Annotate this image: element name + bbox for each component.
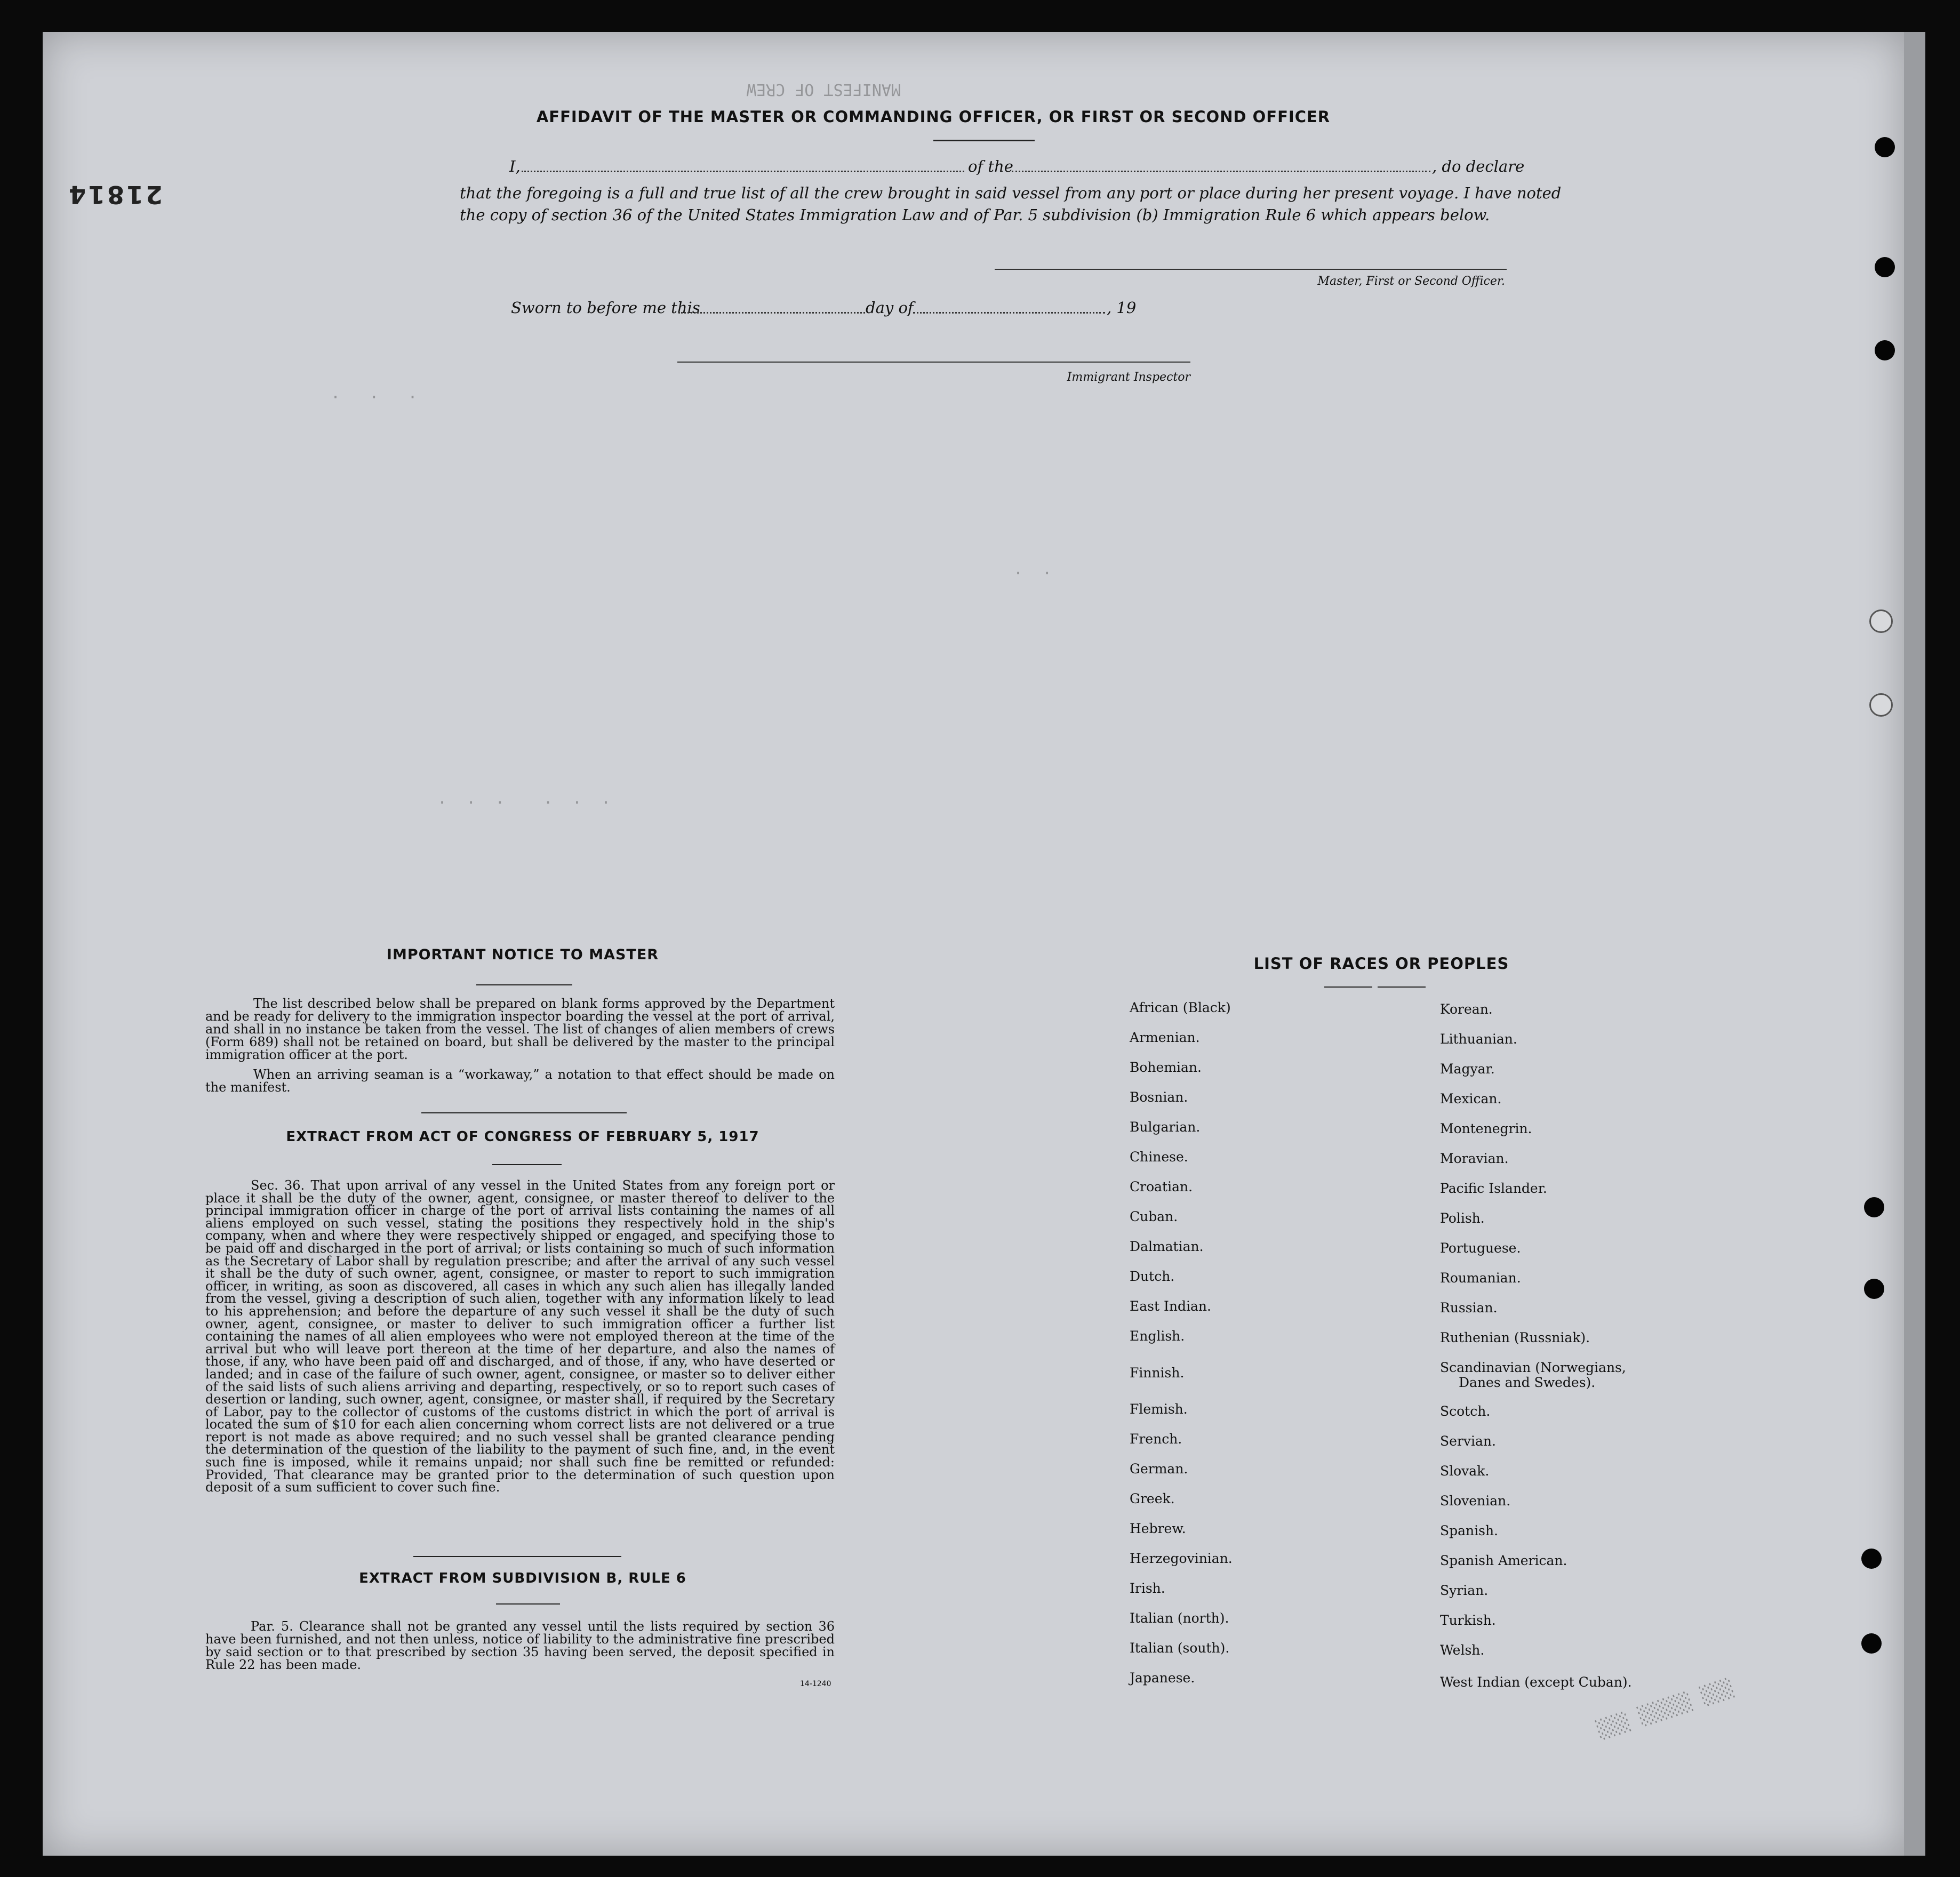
race-item: Montenegrin. <box>1440 1121 1532 1136</box>
race-item: Pacific Islander. <box>1440 1181 1547 1196</box>
notice-title: IMPORTANT NOTICE TO MASTER <box>386 946 659 963</box>
race-item: English. <box>1130 1328 1185 1344</box>
race-item: Italian (north). <box>1130 1610 1229 1626</box>
bleed-through-dots: . . . . . . <box>437 789 611 808</box>
archive-stamp-mark: ░░░ ░░░░░ ░░░ <box>1595 1677 1737 1742</box>
race-item: Finnish. <box>1130 1365 1185 1381</box>
race-item: Chinese. <box>1130 1149 1188 1165</box>
race-item: Slovenian. <box>1440 1493 1511 1509</box>
race-item: Servian. <box>1440 1433 1496 1449</box>
race-item: East Indian. <box>1130 1298 1211 1314</box>
rule-extract-divider <box>496 1603 560 1605</box>
rule-extract-text: Par. 5. Clearance shall not be granted any vessel until the lists required by section 36 have been furnished, and not then unless, notice of liability to the administrative fine prescribed by said section or to that prescribed by section 35 having been served, the deposit specified in Rule 22 has been made. <box>205 1619 835 1672</box>
race-item: African (Black) <box>1130 1000 1231 1015</box>
bleed-through-text: MANIFEST OF CREW <box>747 80 901 99</box>
race-item: Cuban. <box>1130 1209 1178 1224</box>
race-item: Bosnian. <box>1130 1089 1188 1105</box>
race-item: Polish. <box>1440 1210 1485 1226</box>
race-item: Scotch. <box>1440 1403 1491 1419</box>
punch-hole <box>1861 1633 1882 1654</box>
race-item: Dalmatian. <box>1130 1239 1204 1254</box>
race-item: Mexican. <box>1440 1091 1502 1106</box>
race-item: Spanish American. <box>1440 1553 1567 1568</box>
race-item: Moravian. <box>1440 1151 1509 1166</box>
stamped-page-number: 21814 <box>67 180 163 209</box>
race-item: Magyar. <box>1440 1061 1495 1077</box>
notice-paragraph-1: The list described below shall be prepared on blank forms approved by the Department and be ready for delivery to the immigration inspector boarding the vessel at the port of arrival, and shall in no instance be taken from the vessel. The list of changes of alien members of crews (Form 689) shall not be retained on board, but shall be delivered by the master to the principal immigration officer at the port. <box>205 996 835 1062</box>
affidavit-do-declare: , do declare <box>1432 157 1525 175</box>
race-item: Ruthenian (Russniak). <box>1440 1330 1590 1345</box>
race-item: Flemish. <box>1130 1401 1188 1417</box>
master-signature-label: Master, First or Second Officer. <box>1317 275 1505 288</box>
rule-extract-title: EXTRACT FROM SUBDIVISION B, RULE 6 <box>359 1570 686 1586</box>
affidavit-line-2: that the foregoing is a full and true list of all the crew brought in said vessel from any port or place during her present voyage. I have noted <box>460 184 1562 202</box>
inspector-signature-line <box>677 362 1190 363</box>
bleed-through-dots: . . . <box>331 384 418 403</box>
race-item: Russian. <box>1440 1300 1498 1315</box>
race-item: Spanish. <box>1440 1523 1499 1538</box>
affidavit-line-3: the copy of section 36 of the United States Immigration Law and of Par. 5 subdivision (b) Immigration Rule 6 which appears below. <box>460 206 1490 224</box>
race-item: Roumanian. <box>1440 1270 1521 1286</box>
bleed-through-dots: . . <box>1013 560 1052 579</box>
month-blank-line <box>913 312 1105 314</box>
name-blank-line <box>522 171 964 172</box>
races-divider-left <box>1324 986 1372 988</box>
race-item: Greek. <box>1130 1491 1175 1506</box>
inspector-label: Immigrant Inspector <box>1067 371 1190 384</box>
notice-end-divider <box>421 1112 627 1113</box>
race-item: Scandinavian (Norwegians, <box>1440 1360 1626 1375</box>
notice-paragraph-2: When an arriving seaman is a “workaway,” a notation to that effect should be made on the manifest. <box>205 1067 835 1095</box>
race-item: German. <box>1130 1461 1188 1477</box>
punch-hole <box>1864 1279 1884 1299</box>
race-item: Syrian. <box>1440 1583 1489 1598</box>
punch-hole <box>1875 137 1895 157</box>
form-number: 14-1240 <box>800 1680 831 1688</box>
race-item: Turkish. <box>1440 1613 1496 1628</box>
act-extract-text: Sec. 36. That upon arrival of any vessel in the United States from any foreign port or place it shall be the duty of the owner, agent, consignee, or master thereof to deliver to the principal immigration officer in charge of the port of arrival lists containing the names of all aliens employed on such vessel, stating the positions they respectively hold in the ship's company, when and where they were respectively shipped or engaged, and specifying those to be paid off and discharged in the port of arrival; or lists containing so much of such information as the Secretary of Labor shall by regulation prescribe; and after the arrival of any such vessel it shall be the duty of such owner, agent, consignee, or master to report to such immigration officer, in writing, as soon as discovered, all cases in which any such alien has illegally landed from the vessel, giving a description of such alien, together with any information likely to lead to his apprehension; and before the departure of any such vessel it shall be the duty of such owner, agent, consignee, or master to deliver to such immigration officer a further list containing the names of all alien employees who were not employed thereon at the time of the arrival but who will leave port thereon at the time of her departure, and also the names of those, if any, who have been paid off and discharged, and of those, if any, who have deserted or landed; and in case of the failure of such owner, agent, consignee, or master so to deliver either of the said lists of such aliens arriving and departing, respectively, or so to report such cases of desertion or landing, such owner, agent, consignee, or master shall, if required by the Secretary of Labor, pay to the collector of customs of the customs district in which the port of arrival is located the sum of $10 for each alien concerning whom correct lists are not delivered or a true report is not made as above required; and no such vessel shall be granted clearance pending the determination of the question of the liability to the payment of such fine, and, in the event such fine is imposed, while it remains unpaid; nor shall such fine be remitted or refunded: Provided, That clearance may be granted prior to the determination of such question upon deposit of a sum sufficient to cover such fine. <box>205 1178 835 1495</box>
act-extract-end-divider <box>413 1556 621 1557</box>
race-item: Armenian. <box>1130 1030 1200 1045</box>
affidavit-of-the-label: of the <box>968 157 1013 175</box>
affidavit-title: AFFIDAVIT OF THE MASTER OR COMMANDING OFFICER, OR FIRST OR SECOND OFFICER <box>536 108 1331 126</box>
title-divider <box>933 140 1035 141</box>
sworn-year: , 19 <box>1107 299 1137 317</box>
race-item: West Indian (except Cuban). <box>1440 1674 1632 1690</box>
affidavit-i-label: I, <box>509 157 521 175</box>
punch-hole-ring <box>1869 609 1893 633</box>
race-item: Irish. <box>1130 1581 1165 1596</box>
notice-divider <box>476 984 572 985</box>
punch-hole <box>1864 1197 1884 1217</box>
act-extract-divider <box>492 1164 562 1165</box>
sworn-day-of: day of <box>866 299 914 317</box>
races-title: LIST OF RACES OR PEOPLES <box>1253 954 1509 973</box>
race-item: Italian (south). <box>1130 1640 1230 1656</box>
punch-hole-ring <box>1869 693 1893 717</box>
race-item: Korean. <box>1440 1001 1493 1017</box>
punch-hole <box>1875 340 1895 360</box>
race-item: Herzegovinian. <box>1130 1551 1233 1566</box>
race-item: Portuguese. <box>1440 1240 1521 1256</box>
act-extract-title: EXTRACT FROM ACT OF CONGRESS OF FEBRUARY 5, 1917 <box>286 1129 759 1145</box>
race-item: French. <box>1130 1431 1182 1447</box>
race-item: Dutch. <box>1130 1269 1175 1284</box>
master-signature-line <box>995 269 1507 270</box>
punch-hole <box>1875 257 1895 277</box>
punch-hole <box>1861 1549 1882 1569</box>
race-item: Hebrew. <box>1130 1521 1186 1536</box>
race-item: Bohemian. <box>1130 1060 1202 1075</box>
race-item: Croatian. <box>1130 1179 1193 1194</box>
vessel-blank-line <box>1012 171 1430 172</box>
race-item: Lithuanian. <box>1440 1031 1517 1047</box>
sheet-edge <box>1904 32 1925 1856</box>
sworn-prefix: Sworn to before me this <box>511 299 700 317</box>
race-item: Slovak. <box>1440 1463 1490 1479</box>
race-item: Bulgarian. <box>1130 1119 1201 1135</box>
race-item: Japanese. <box>1130 1670 1195 1686</box>
day-blank-line <box>678 312 865 314</box>
race-scandinavian-continuation: Danes and Swedes). <box>1459 1375 1596 1390</box>
races-divider-right <box>1378 986 1426 988</box>
race-item: Welsh. <box>1440 1642 1485 1658</box>
